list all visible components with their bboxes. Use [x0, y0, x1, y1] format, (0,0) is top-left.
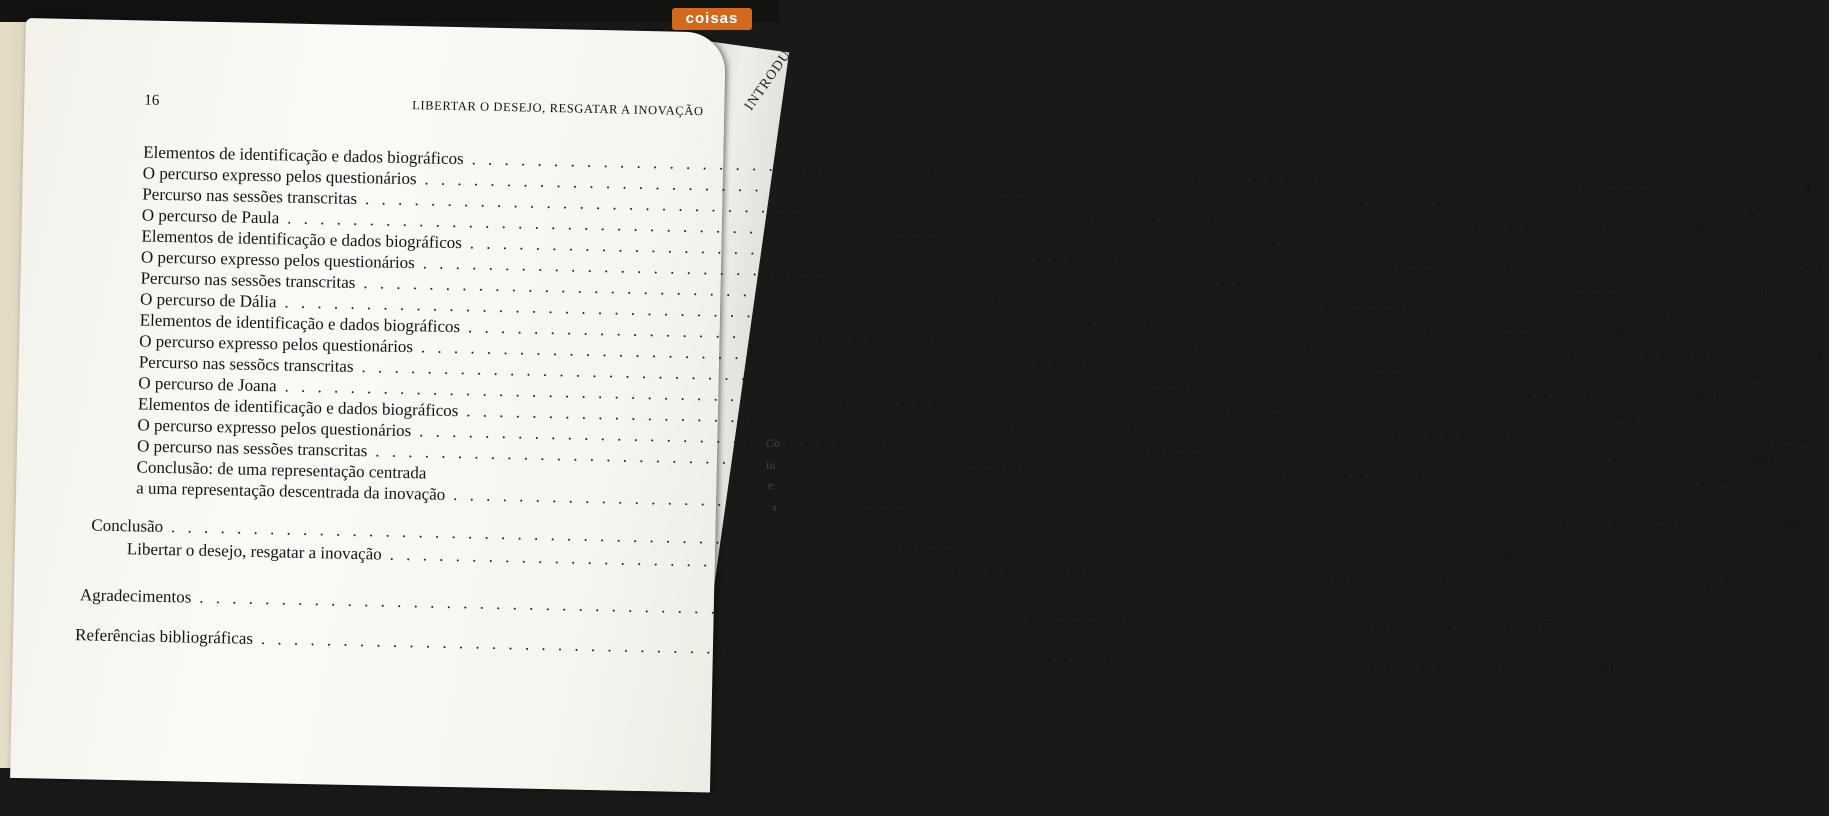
toc-entry-page: 464 — [1707, 472, 1730, 489]
toc-entry-page: 460 — [1752, 368, 1776, 385]
running-title: LIBERTAR O DESEJO, RESGATAR A INOVAÇÃO — [412, 98, 704, 119]
toc-entry-page: 454 — [1696, 220, 1720, 237]
toc-entry-label: Elementos de identificação e dados biográficos — [141, 226, 463, 253]
toc-entry-label: Referências bibliográficas — [74, 625, 254, 648]
toc-entry-label: Percurso nas sessõcs transcritas — [138, 352, 354, 376]
toc-entry-label: O percurso expresso pelos questionários — [139, 331, 414, 357]
toc-entry-page: 461 — [1693, 388, 1717, 405]
toc-entry-page: 467 — [1721, 575, 1745, 593]
facing-page-text: s — [772, 500, 777, 514]
watermark-logo: coisas — [672, 8, 752, 30]
toc-entry-page: 452 — [1803, 180, 1827, 197]
toc-entry-label: Conclusão: de uma representação centrada — [136, 457, 427, 483]
toc-entry-label: O percurso expresso pelos questionários — [140, 247, 415, 273]
toc-entry-label: O percurso de Joana — [138, 373, 277, 396]
toc-entry-page: 459 — [1799, 348, 1823, 365]
toc-entry-page: 453 — [1756, 200, 1780, 217]
toc-entry-page: 467 — [1502, 548, 1526, 565]
toc-entry-page: 477 — [1531, 618, 1554, 636]
toc-entry-page: 457 — [1754, 284, 1778, 301]
toc-entry-label: O percurso expresso pelos questionários — [137, 415, 412, 441]
toc-entry-label: O percurso de Paula — [141, 205, 280, 228]
toc-entry-label: Percurso nas sessões transcritas — [142, 184, 358, 208]
toc-entry-label: O percurso de Dália — [139, 289, 277, 312]
facing-page-text: in — [766, 458, 776, 472]
toc-entry-label: Elementos de identificação e dados biográficos — [139, 310, 461, 337]
page-number: 16 — [144, 92, 160, 109]
facing-page-header: INTRODU — [742, 47, 795, 114]
toc-entry-label: Conclusão — [91, 515, 164, 536]
toc-entry-page: 462 — [1616, 407, 1640, 424]
toc-entry-label: Elementos de identificação e dados biográficos — [137, 394, 459, 421]
toc-chapter — [79, 585, 1554, 636]
toc-entry-page: 464 — [1785, 515, 1808, 533]
leader-dots — [199, 588, 1527, 636]
toc-entry-page: 459 — [1616, 323, 1640, 340]
toc-entry-page: 455 — [1801, 264, 1825, 281]
background-dark — [0, 0, 779, 22]
toc-entry-label: Elementos de identificação e dados biográficos — [143, 142, 464, 169]
toc-entry-page: 455 — [1619, 239, 1642, 256]
toc-entry-label: a uma representação descentrada da inovação — [135, 478, 446, 504]
toc-entry-page: 458 — [1695, 304, 1718, 321]
toc-entry-label: Agradecimentos — [79, 585, 192, 607]
toc-entry-page: 462 — [1798, 432, 1821, 449]
leader-dots — [453, 485, 1781, 533]
toc-entry-label: Libertar o desejo, resgatar a inovação — [126, 539, 382, 564]
toc-entry-label: O percurso expresso pelos questionários — [142, 163, 417, 189]
leader-dots — [261, 629, 1589, 677]
facing-page-text: Co — [766, 436, 781, 450]
toc-entry-label: O percurso nas sessões transcritas — [136, 436, 368, 461]
facing-page-text: e — [768, 478, 774, 492]
toc-entry-label: Percurso nas sessões transcritas — [140, 268, 356, 292]
toc-entry-page: 463 — [1751, 452, 1774, 469]
toc-entry-page: 481 — [1592, 659, 1616, 677]
